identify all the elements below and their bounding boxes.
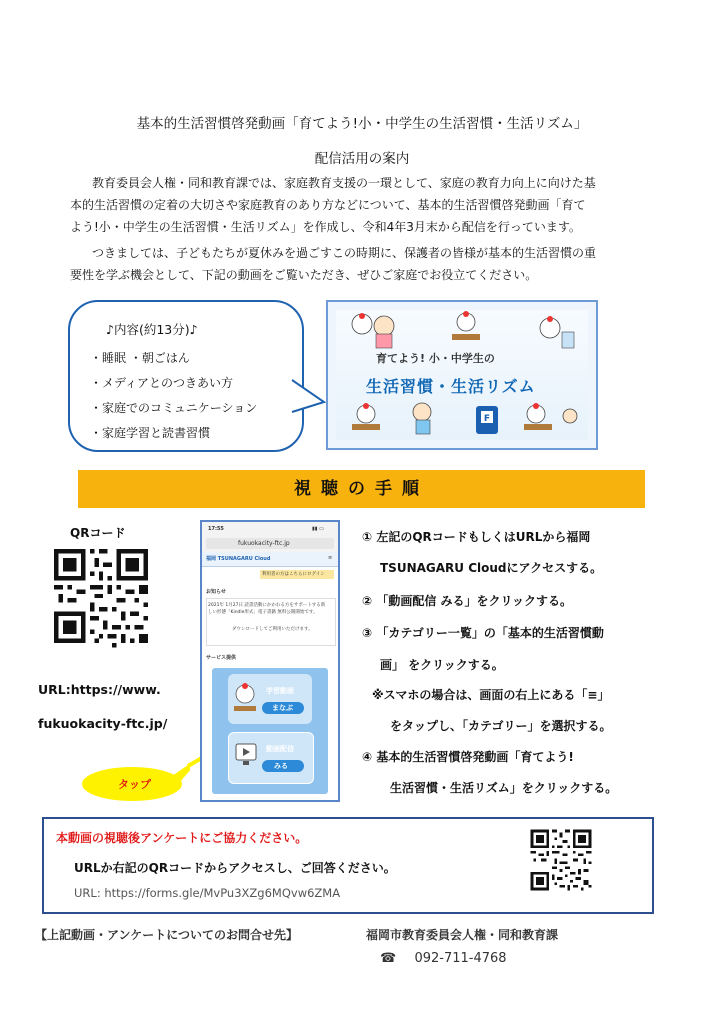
phone-time: 17:55 — [208, 526, 224, 532]
step-4-cont: 生活習慣・生活リズム」をクリックする。 — [390, 781, 618, 795]
phone-icon: ☎ — [380, 951, 397, 966]
step-3: ③ 「カテゴリー一覧」の「基本的生活習慣動 — [362, 626, 604, 640]
step-note-cont: をタップし、「カテゴリー」を選択する。 — [390, 719, 612, 733]
contact-tel-row — [380, 951, 507, 966]
intro-line: 本的生活習慣の定着の大切さや家庭教育のあり方などについて、基本的生活習慣啓発動画「育て — [70, 198, 586, 212]
video-label: 動画配信 — [266, 745, 294, 753]
procedure-heading: 視聴の手順 — [78, 470, 645, 508]
contents-item: ・睡眠 ・朝ごはん — [90, 351, 190, 365]
phone-site-name: 福岡 TSUNAGARU Cloud — [206, 556, 271, 562]
intro-line: 要性を学ぶ機会として、下記の動画をご覧いただき、ぜひご家庭でお役立てください。 — [70, 268, 538, 282]
battery-icon: ▮▮ ▭ — [312, 526, 324, 532]
step-note: ※スマホの場合は、画面の右上にある「≡」 — [372, 688, 610, 702]
contents-heading: ♪内容(約13分)♪ — [106, 322, 198, 337]
phone-news-text-1: 2021年 1月27日 読書活動にかかわる方をサポートする新しい形態「Kindle形式」電子書籍 無料公開開始です。 — [208, 603, 326, 615]
survey-url[interactable]: URL: https://forms.gle/MvPu3XZg6MQvw6ZMA — [74, 886, 341, 900]
step-3-cont: 画」 をクリックする。 — [380, 658, 504, 672]
intro-line: よう!小・中学生の生活習慣・生活リズム」を作成し、令和4年3月末から配信を行っています。 — [70, 220, 581, 234]
site-url-line-2[interactable]: fukuokacity-ftc.jp/ — [38, 716, 168, 731]
chick-icon — [232, 682, 258, 716]
contents-list — [90, 346, 257, 446]
contact-org: 福岡市教育委員会人権・同和教育課 — [366, 928, 559, 942]
qr-code-icon — [45, 540, 157, 652]
step-1-cont: TSUNAGARU Cloudにアクセスする。 — [380, 561, 603, 575]
intro-paragraph-1 — [70, 172, 662, 238]
contact-tel[interactable]: 092-711-4768 — [414, 951, 507, 966]
step-2: ② 「動画配信 みる」をクリックする。 — [362, 594, 573, 608]
site-url-line-1[interactable]: URL:https://www. — [38, 682, 161, 697]
monitor-icon — [234, 742, 258, 770]
survey-box — [42, 817, 654, 914]
menu-icon[interactable]: ≡ — [328, 555, 333, 561]
bubble-tail — [290, 378, 330, 418]
contents-item: ・家庭でのコミュニケーション — [90, 401, 258, 415]
phone-news-heading: お知らせ — [206, 589, 226, 595]
learn-label: 学習動画 — [266, 687, 294, 695]
phone-login-link[interactable]: 利用者の方はこちらにログイン — [262, 572, 325, 577]
phone-service-heading: サービス提供 — [206, 655, 237, 661]
phone-screenshot — [200, 520, 340, 802]
video-button[interactable]: みる — [274, 762, 288, 770]
learn-button[interactable]: まなぶ — [272, 704, 293, 712]
intro-line: 教育委員会人権・同和教育課では、家庭教育支援の一環として、家庭の教育力向上に向けた基 — [92, 176, 596, 190]
step-1: ① 左記のQRコードもしくはURLから福岡 — [362, 530, 591, 544]
phone-address-bar[interactable]: fukuokacity-ftc.jp — [238, 540, 290, 547]
video-banner — [326, 300, 598, 450]
page-title: 基本的生活習慣啓発動画「育てよう!小・中学生の生活習慣・生活リズム」 — [136, 116, 588, 132]
banner-line-2: 生活習慣・生活リズム — [366, 377, 536, 396]
survey-qr-code-icon — [528, 827, 594, 893]
intro-paragraph-2 — [70, 242, 662, 286]
contact-label: 【上記動画・アンケートについてのお問合せ先】 — [35, 928, 299, 942]
banner-line-1: 育てよう! 小・中学生の — [376, 352, 495, 365]
contents-item: ・メディアとのつきあい方 — [90, 376, 234, 390]
step-4: ④ 基本的生活習慣啓発動画「育てよう! — [362, 750, 574, 764]
svg-text:F: F — [483, 414, 491, 424]
survey-instruction: URLか右記のQRコードからアクセスし、ご回答ください。 — [74, 861, 396, 875]
page-subtitle: 配信活用の案内 — [314, 151, 410, 167]
contents-item: ・家庭学習と読書習慣 — [90, 426, 211, 440]
survey-title: 本動画の視聴後アンケートにご協力ください。 — [56, 831, 308, 845]
tap-label: タップ — [118, 778, 151, 791]
phone-news-text-2: ダウンロードしてご利用いただけます。 — [232, 627, 313, 632]
qr-label: QRコード — [70, 526, 126, 540]
contents-bubble — [68, 300, 304, 452]
intro-line: つきましては、子どもたちが夏休みを過ごすこの時期に、保護者の皆様が基本的生活習慣の重 — [92, 246, 597, 260]
